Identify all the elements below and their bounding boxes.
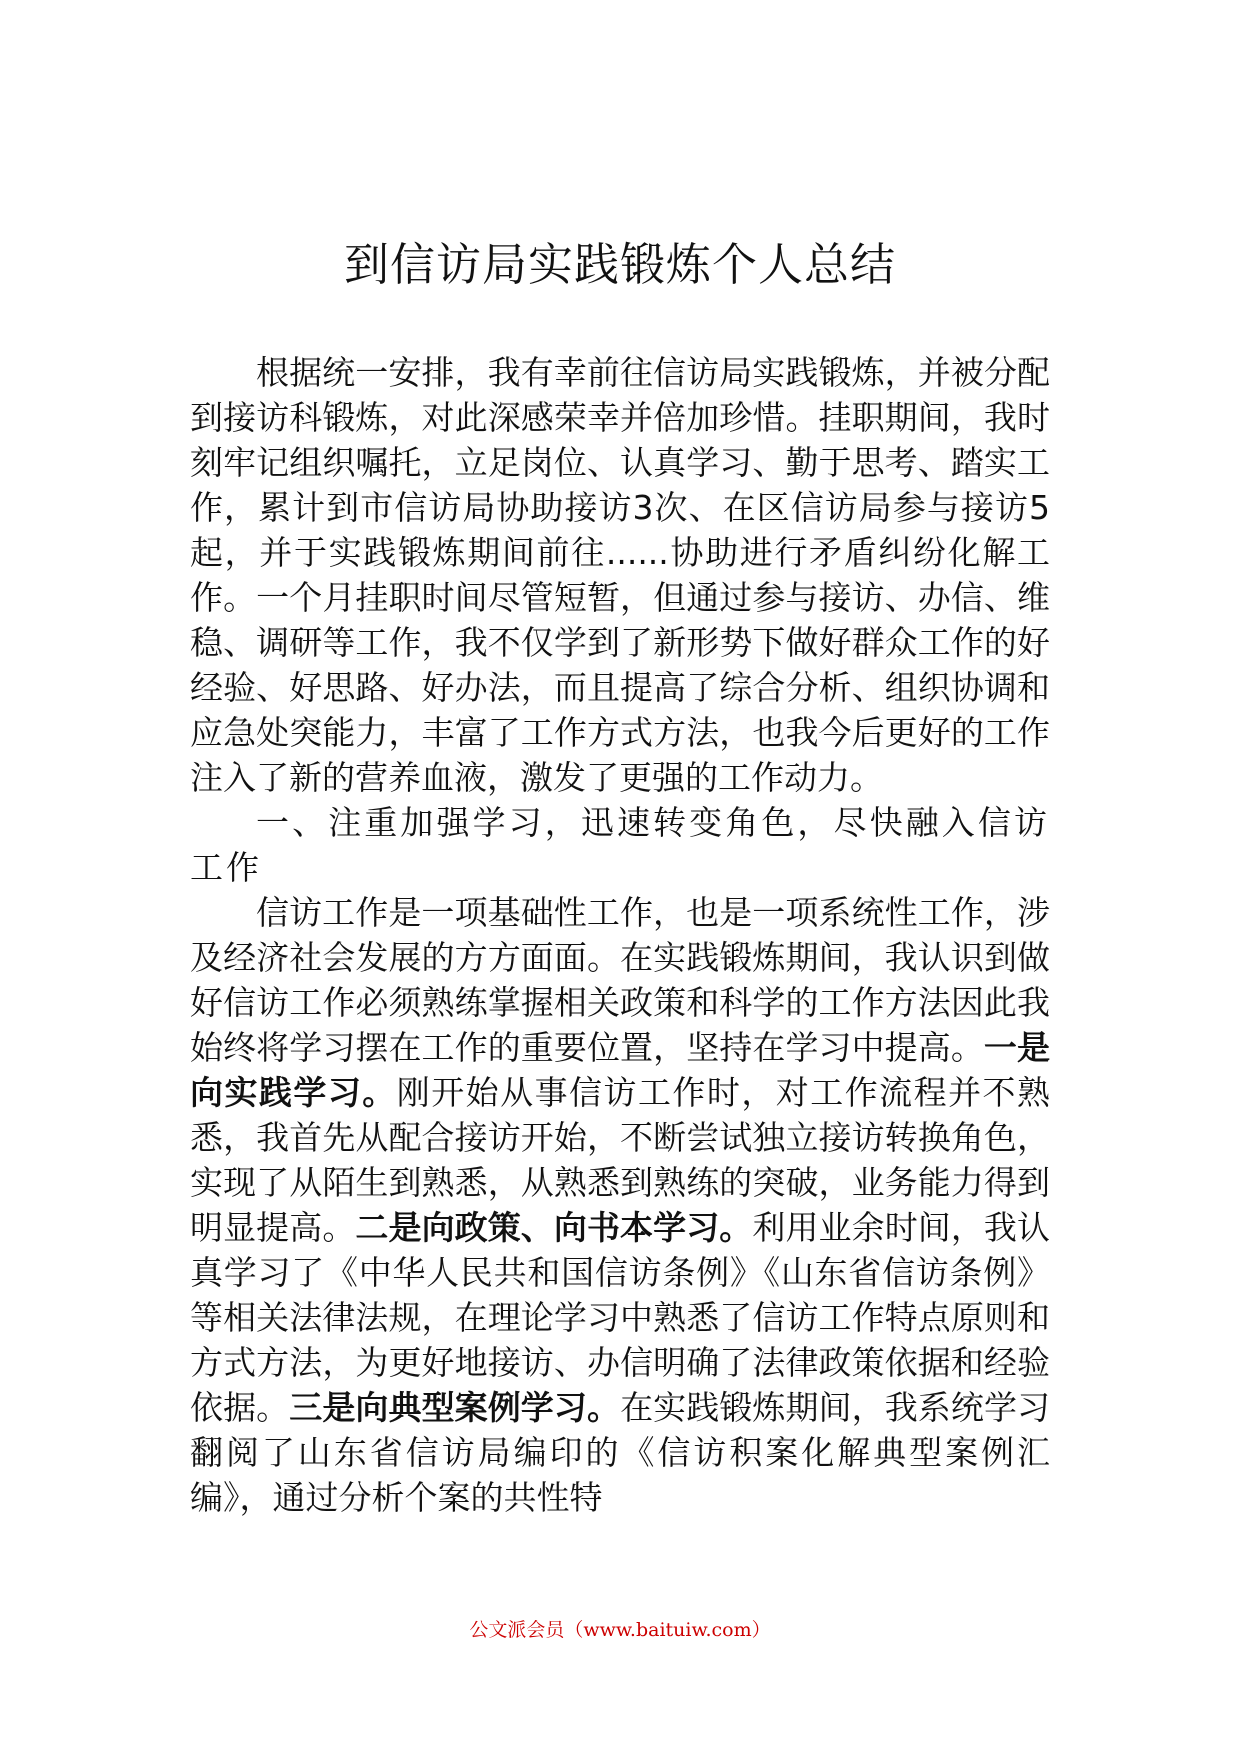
paragraph-text: 刚开始从事信访工作时，对工作流程并不熟悉，我首先从配合接访开始，不断尝试独立接访转换角色，实现了从陌生到熟悉，从熟悉到熟练的突破，业务能力得到明显提高。	[190, 1073, 1050, 1247]
bold-point-2: 二是向政策、向书本学习。	[355, 1208, 753, 1247]
footer-watermark: 公文派会员（www.baituiw.com）	[469, 1619, 771, 1641]
paragraph-text: 根据统一安排，我有幸前往信访局实践锻炼，并被分配到接访科锻炼，对此深感荣幸并倍加珍惜。挂职期间，我时刻牢记组织嘱托，立足岗位、认真学习、勤于思考、踏实工作，累计到市信访局协助接访3次、在区信访局参与接访5起，并于实践锻炼期间前往......协助进行矛盾纠纷化解工作。一个月挂职时间尽管短暂，但通过参与接访、办信、维稳、调研等工作，我不仅学到了新形势下做好群众工作的好经验、好思路、好办法，而且提高了综合分析、组织协调和应急处突能力，丰富了工作方式方法，也我今后更好的工作注入了新的营养血液，激发了更强的工作动力。	[190, 353, 1050, 797]
bold-point-3: 三是向典型案例学习。	[289, 1388, 621, 1427]
document-title: 到信访局实践锻炼个人总结	[343, 238, 896, 291]
paragraph-text: 信访工作是一项基础性工作，也是一项系统性工作，涉及经济社会发展的方方面面。在实践锻炼期间，我认识到做好信访工作必须熟练掌握相关政策和科学的工作方法因此我始终将学习摆在工作的重要位置，坚持在学习中提高。	[190, 893, 1050, 1067]
document-body	[190, 350, 1050, 1520]
paragraph-text: 在实践锻炼期间，我系统学习翻阅了山东省信访局编印的《信访积案化解典型案例汇编》，通过分析个案的共性特	[190, 1388, 1051, 1517]
section-heading-1	[190, 800, 1050, 890]
paragraph-intro	[190, 350, 1050, 800]
paragraph-text: 利用业余时间，我认真学习了《中华人民共和国信访条例》《山东省信访条例》等相关法律法规，在理论学习中熟悉了信访工作特点原则和方式方法，为更好地接访、办信明确了法律政策依据和经验依据。	[190, 1208, 1051, 1427]
paragraph-section-1	[190, 890, 1050, 1520]
section-heading-text: 一、注重加强学习，迅速转变角色，尽快融入信访工作	[190, 803, 1050, 887]
bold-point-1: 一是向实践学习。	[190, 1028, 1051, 1112]
